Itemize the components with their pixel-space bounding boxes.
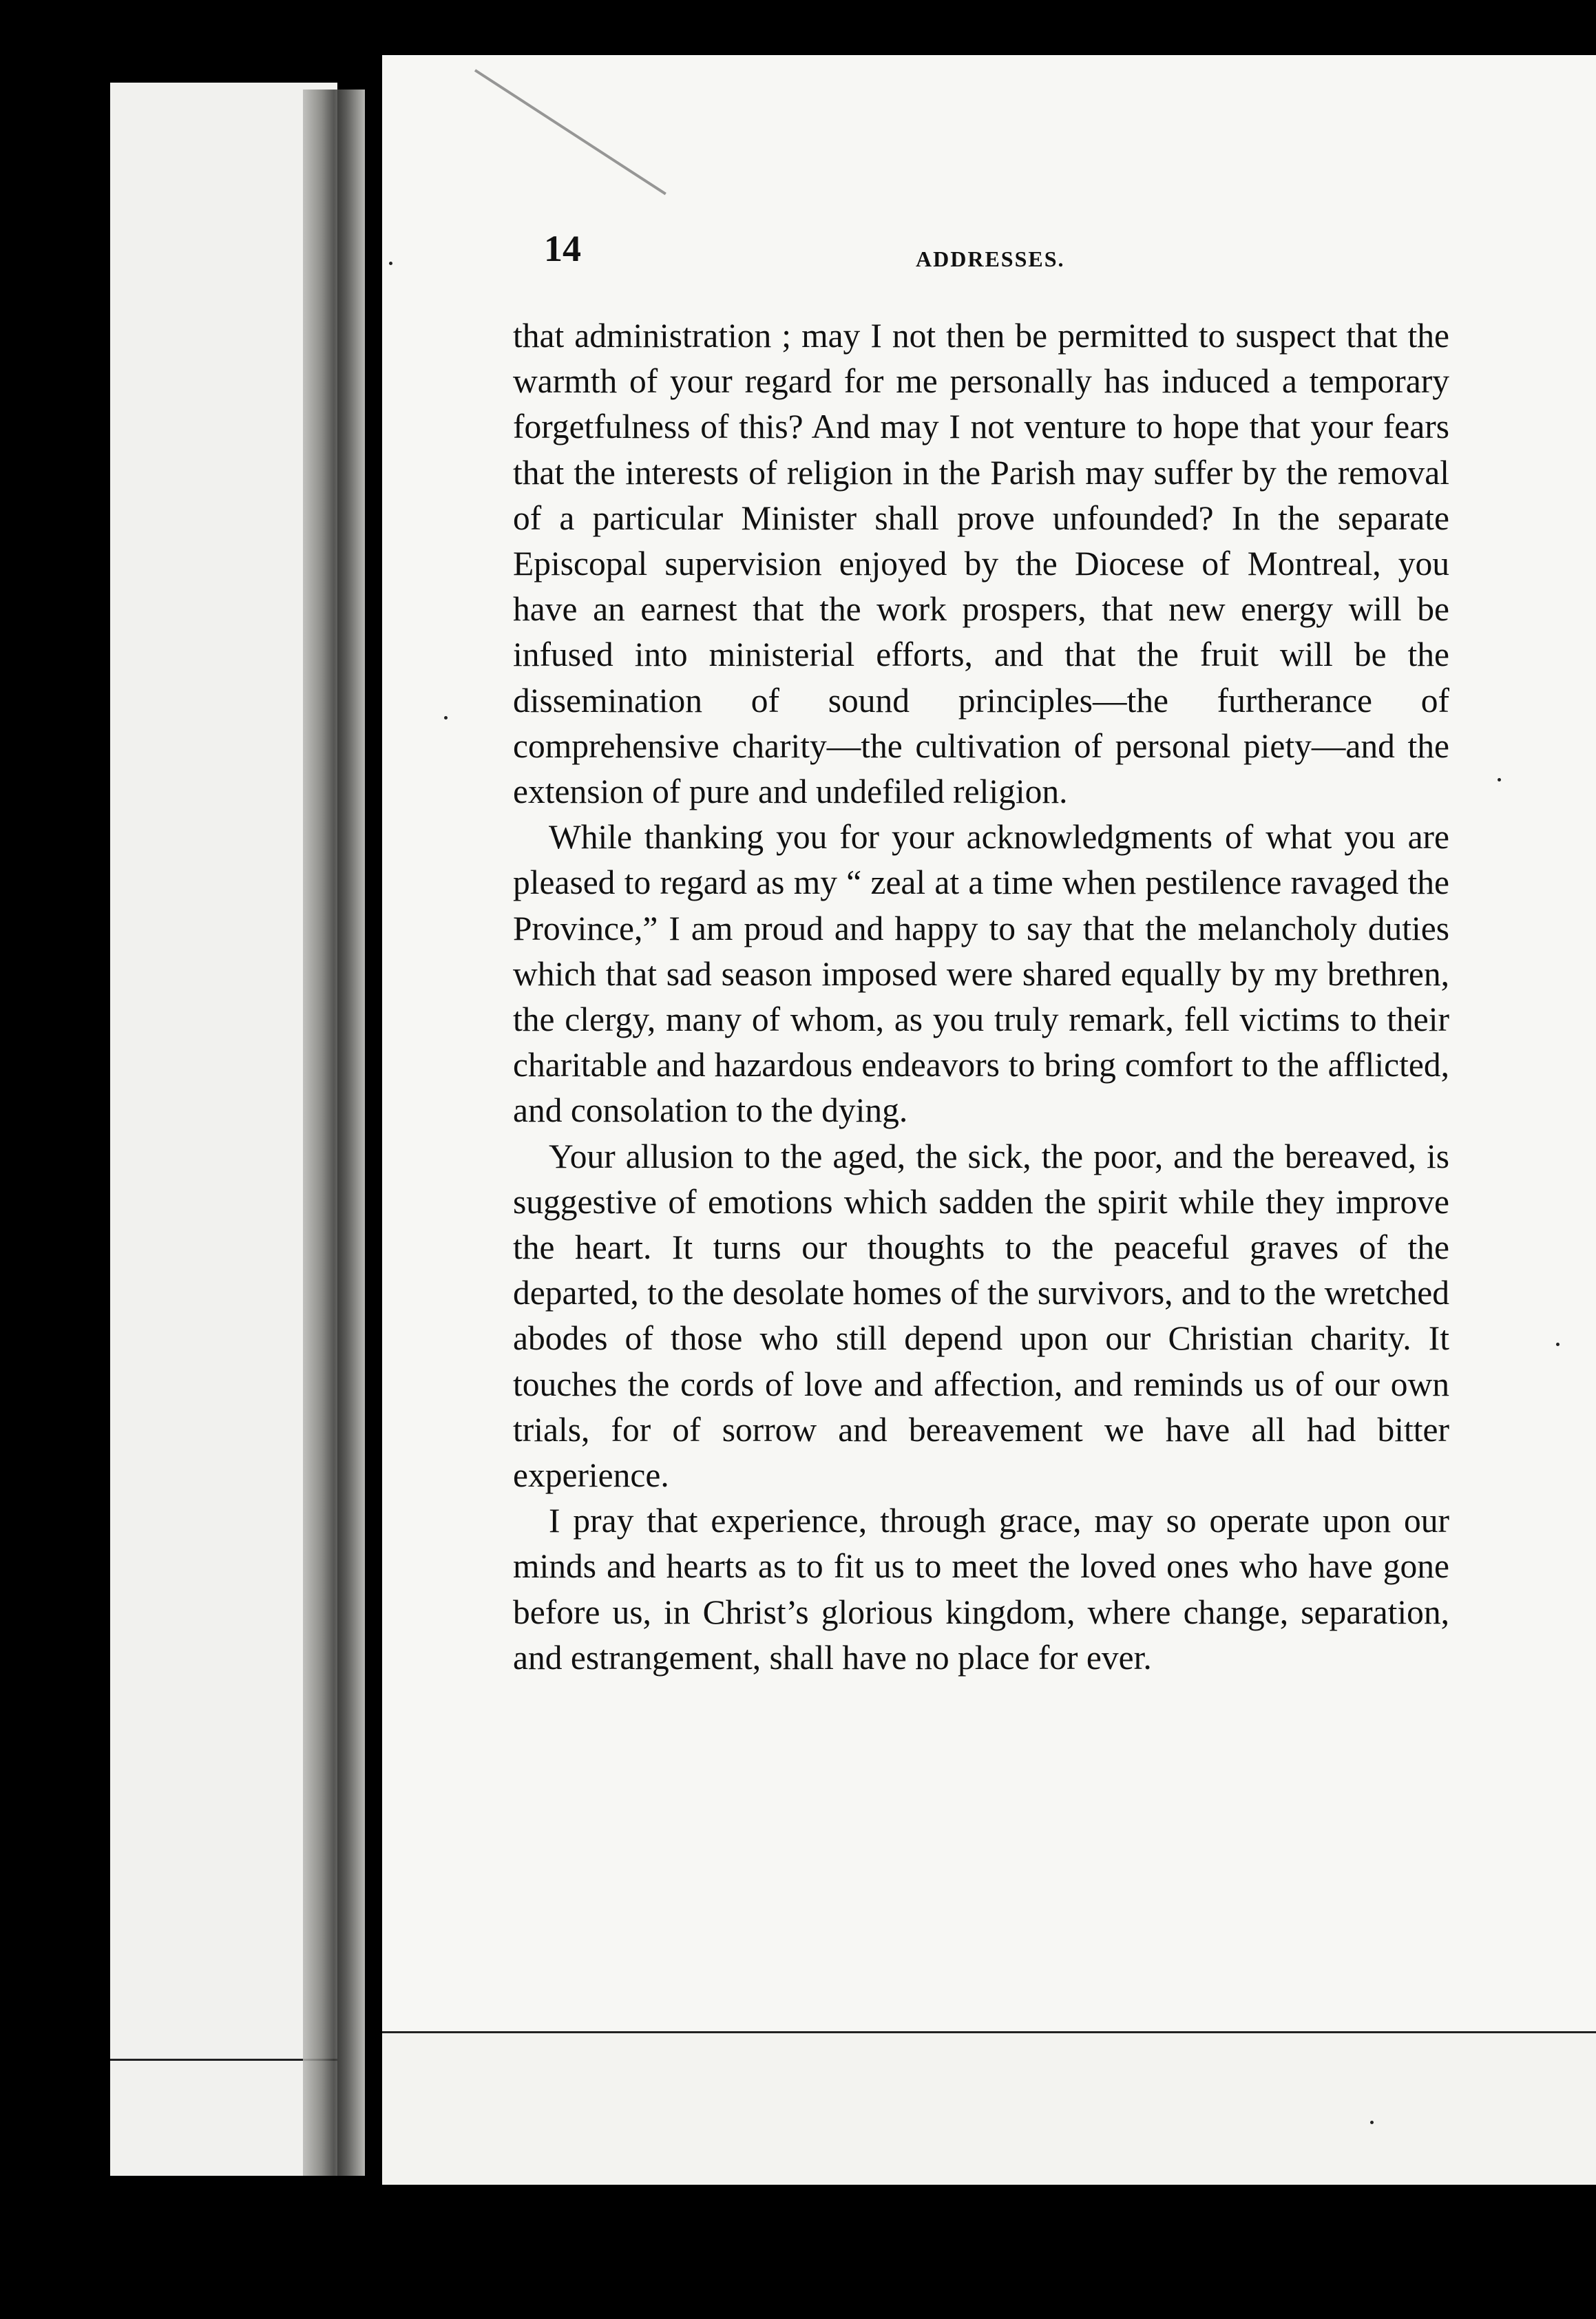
paragraph: that administration ; may I not then be permitted to suspect that the warmth of your regard for me personally has induced a temporary forgetfulness of this? And may I not venture to hope that your fears that the interests of religion in the Parish may suffer by the removal of a particular Minister shall prove unfounded? In the separate Episcopal supervision enjoyed by the Diocese of Montreal, you have an earnest that the work prospers, that new energy will be infused into ministerial efforts, and that the fruit will be the dissemination of sound principles—the furtherance of comprehensive charity—the cultivation of personal piety—and the extension of pure and undefiled religion.	[513, 317, 1449, 811]
paragraph: I pray that experience, through grace, may so operate upon our minds and hearts as to fit us to meet the loved ones who have gone before us, in Christ’s glorious kingdom, where change, separation, and estrangement, shall have no place for ever.	[513, 1502, 1449, 1677]
scan-border-line	[382, 2031, 1596, 2185]
running-head	[544, 227, 1164, 269]
scan-speck	[1498, 778, 1501, 781]
book-gutter	[303, 90, 365, 2176]
running-title: ADDRESSES.	[916, 246, 1065, 271]
scan-speck	[1556, 1343, 1560, 1346]
scan-speck	[444, 716, 448, 720]
scan-speck	[389, 262, 392, 265]
paragraph: Your allusion to the aged, the sick, the poor, and the bereaved, is suggestive of emotions which sadden the spirit while they improve the heart. It turns our thoughts to the peaceful graves of the departed, to the desolate homes of the survivors, and to the wretched abodes of those who still depend upon our Christian charity. It touches the cords of love and affection, and reminds us of our own trials, for of sorrow and bereavement we have all had bitter experience.	[513, 1137, 1449, 1495]
body-text	[513, 313, 1449, 1681]
page-number: 14	[544, 228, 581, 269]
paragraph: While thanking you for your acknowledgments of what you are pleased to regard as my “ zeal at a time when pestilence ravaged the Province,” I am proud and happy to say that the melancholy duties which that sad season imposed were shared equally by my brethren, the clergy, many of whom, as you truly remark, fell victims to their charitable and hazardous endeavors to bring comfort to the afflicted, and consolation to the dying.	[513, 818, 1449, 1130]
scan-speck	[1370, 2121, 1374, 2124]
